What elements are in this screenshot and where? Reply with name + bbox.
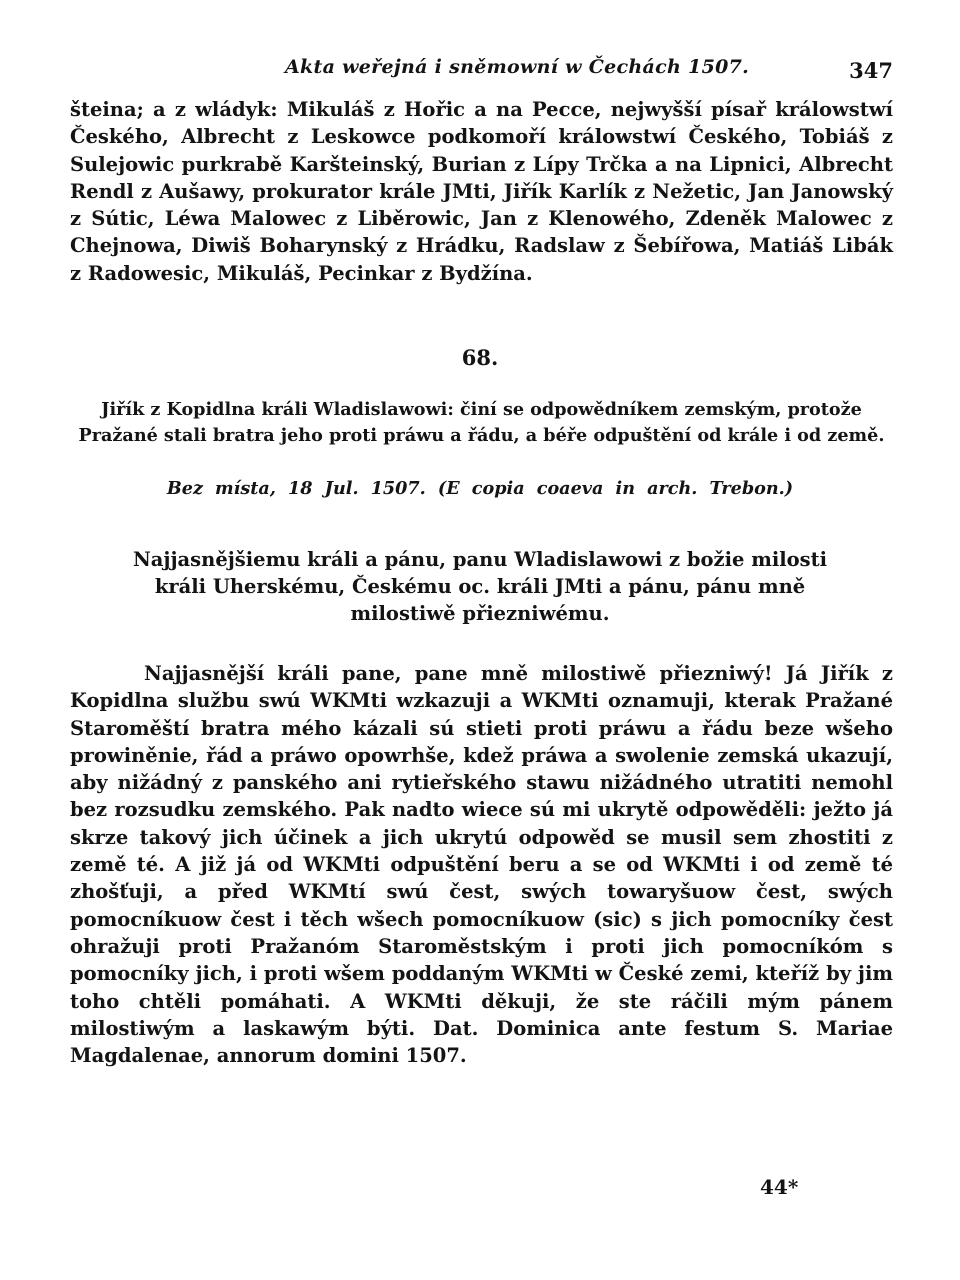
document-dating: Bez místa, 18 Jul. 1507. (E copia coaeva in arch. Trebon.) — [166, 478, 794, 499]
signature-mark: 44* — [760, 1175, 799, 1199]
running-head — [70, 48, 893, 88]
running-title: Akta weřejná i sněmowní w Čechách 1507. — [285, 56, 750, 78]
document-number: 68. — [461, 345, 499, 370]
document-regest: Jiřík z Kopidlna králi Wladislawowi: činí se odpowědníkem zemským, protože Pražané stali bratra jeho proti práwu a řádu, a béře odpuštění od krále i od země. — [78, 399, 885, 446]
letter-address: Najjasnějšiemu králi a pánu, panu Wladislawowi z božie milosti králi Uherskému, Českému oc. králi JMti a pánu, pánu mně milostiwě přiezniwému. — [132, 548, 828, 625]
letter-body: Najjasnější králi pane, pane mně milostiwě přiezniwý! Já Jiřík z Kopidlna službu swú WKMti wzkazuji a WKMti oznamuji, kterak Pražané Staroměští bratra mého kázali sú stieti proti práwu a řádu beze wšeho prowiněnie, řád a práwo opowrhše, kdež práwa a swolenie zemská ukazují, aby nižádný z panského ani rytieřského stawu nižádného utratiti nemohl bez rozsudku zemského. Pak nadto wiece sú mi ukrytě odpowěděli: ježto já skrze takový jich účinek a jich ukrytú odpowěd se musil sem zhostiti z země té. A již já od WKMti odpuštění beru a se od WKMti i od země té zhošťuji, a před WKMtí swú čest, swých towaryšuow čest, swých pomocníkuow čest i těch wšech pomocníkuow (sic) s jich pomocníky čest ohražuji proti Pražanóm Staroměstským i proti jich pomocníkóm s pomocníky jich, i proti wšem poddaným WKMti w České zemi, kteříž by jim toho chtěli pomáhati. A WKMti děkuji, že ste ráčili mým pánem milostiwým a laskawým býti. Dat. Dominica ante festum S. Mariae Magdalenae, annorum domini 1507. — [70, 662, 893, 1068]
page-number: 347 — [849, 58, 893, 83]
continuation-paragraph: šteina; a z wládyk: Mikuláš z Hořic a na Pecce, nejwyšší písař králowstwí Českého, Albrecht z Leskowce podkomoří králowstwí Českého, Tobiáš z Sulejowic purkrabě Karšteinský, Burian z Lípy Trčka a na Lipnici, Albrecht Rendl z Aušawy, prokurator krále JMti, Jiřík Karlík z Nežetic, Jan Janowský z Sútic, Léwa Malowec z Liběrowic, Jan z Klenowého, Zdeněk Malowec z Chejnowa, Diwiš Boharynský z Hrádku, Radslaw z Šebířowa, Matiáš Libák z Radowesic, Mikuláš, Pecinkar z Bydžína. — [70, 98, 893, 285]
